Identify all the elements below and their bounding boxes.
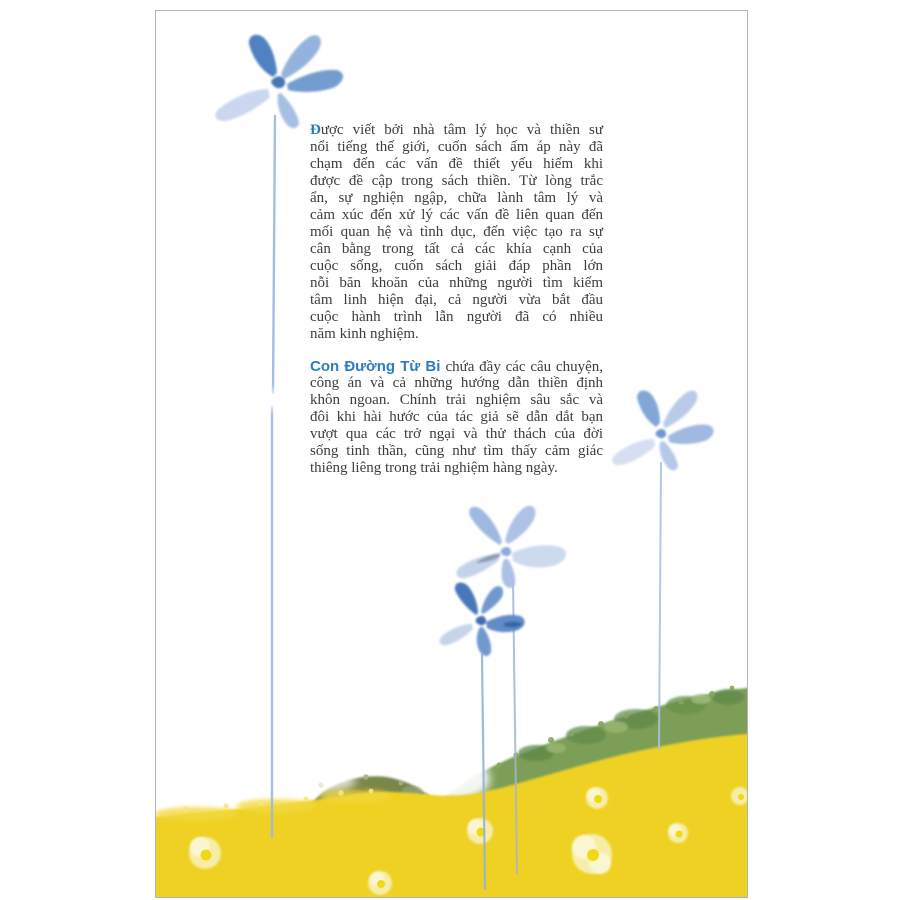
- text-line: công án và cả những hướng dẫn thiền định: [310, 375, 603, 391]
- text-run: chứa đầy các câu chuyện,: [445, 359, 603, 375]
- stem-glow: [262, 390, 282, 410]
- text-line: mối quan hệ và tình dục, đến việc tạo ra sự: [310, 224, 603, 240]
- back-cover-text: [310, 122, 603, 477]
- field-flower: [668, 823, 688, 843]
- text-line: [310, 358, 603, 375]
- book-title-highlight: Con Đường Từ Bi: [310, 358, 441, 375]
- text-line: được đề cập trong sách thiền. Từ lòng trắc: [310, 173, 603, 189]
- flower-blue-middle-dark: [440, 583, 525, 656]
- text-line: cuộc sống, cuốn sách giải đáp phần lớn: [310, 258, 603, 274]
- field-flower: [368, 871, 392, 895]
- flower-blue-top: [215, 35, 343, 128]
- text-line: vượt qua các trở ngại và thử thách của đời: [310, 426, 603, 442]
- flower-blue-right: [612, 391, 713, 471]
- text-line: đôi khi hài hước của tác giả sẽ dẫn dắt bạn: [310, 409, 603, 425]
- text-line: cuộc hành trình lẫn người đã có nhiều: [310, 309, 603, 325]
- text-line: năm kinh nghiệm.: [310, 326, 419, 342]
- text-line: chạm đến các vấn đề thiết yếu hiếm khi: [310, 156, 603, 172]
- paragraph-2-body: [310, 375, 603, 477]
- text-line: nỗi băn khoăn của những người tìm kiếm: [310, 275, 603, 291]
- paragraph-2: [310, 358, 603, 477]
- stem-line: [273, 116, 275, 393]
- text-line: Được viết bởi nhà tâm lý học và thiền sư: [310, 122, 603, 138]
- paragraph-1: [310, 122, 603, 343]
- book-back-cover: [155, 10, 748, 898]
- text-line: cân bằng trong tất cả các khía cạnh của: [310, 241, 603, 257]
- field-flower: [189, 837, 221, 869]
- text-line: cảm xúc đến xử lý các vấn đề liên quan đến: [310, 207, 603, 223]
- text-line: thiêng liêng trong trải nghiệm hàng ngày.: [310, 460, 558, 476]
- text-line: nổi tiếng thế giới, cuốn sách ấm áp này đã: [310, 139, 603, 155]
- text-line: tâm linh hiện đại, cả người vừa bắt đầu: [310, 292, 603, 308]
- field-flower: [572, 834, 612, 874]
- field-flower: [467, 818, 493, 844]
- field-flower: [586, 787, 608, 809]
- text-line: ẩn, sự nghiện ngập, chữa lành tâm lý và: [310, 190, 603, 206]
- flower-blue-middle-light: [456, 506, 566, 588]
- text-line: khôn ngoan. Chính trải nghiệm sâu sắc và: [310, 392, 603, 408]
- text-line: sống tinh thần, cũng như tìm thấy cảm giác: [310, 443, 603, 459]
